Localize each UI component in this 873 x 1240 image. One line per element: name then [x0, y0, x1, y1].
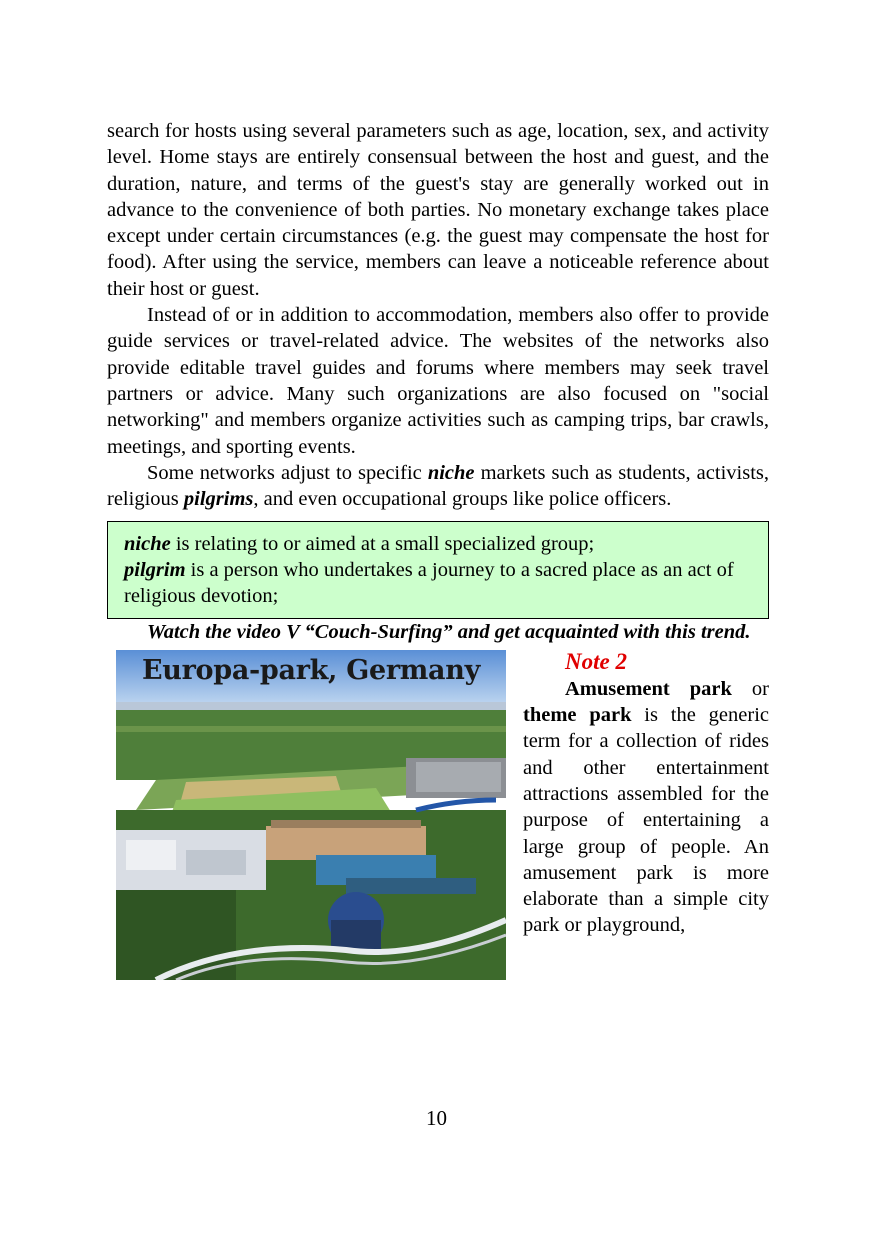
- paragraph-1: search for hosts using several parameters such as age, location, sex, and activity level. Home stays are entirely consensual between the host and guest, and the duration, nature, and terms of the guest's stay are generally worked out in advance to the convenience of both parties. No monetary exchange takes place except under certain circumstances (e.g. the guest may compensate the host for food). After using the service, members can leave a noticeable reference about their host or guest.: [107, 120, 769, 300]
- glossary-entry: [124, 531, 756, 557]
- term-amusement-park: Amusement park: [565, 677, 732, 700]
- term-theme-park: theme park: [523, 704, 632, 727]
- paragraph-3-text: markets such as students, activists, religious: [107, 461, 769, 511]
- paragraph-2: Instead of or in addition to accommodation, members also offer to provide guide services or travel-related advice. The websites of the networks also provide editable travel guides and forums where members may seek travel partners or advice. Many such organizations are also focused on "social networking" and members organize activities such as camping trips, bar crawls, meetings, and sporting events.: [107, 304, 769, 458]
- glossary-definition: is relating to or aimed at a small specialized group;: [170, 533, 595, 556]
- video-instruction: Watch the video V “Couch-Surfing” and get acquainted with this trend.: [147, 621, 751, 644]
- paragraph-3: [107, 460, 769, 513]
- paragraph-3-text: Some networks adjust to specific: [147, 461, 428, 484]
- term-pilgrims: pilgrims: [183, 488, 254, 511]
- note-text: [523, 648, 769, 939]
- paragraph-3-text: , and even occupational groups like police officers.: [253, 488, 672, 511]
- note-text-fragment: or: [731, 677, 769, 700]
- glossary-term: niche: [124, 533, 171, 556]
- note-text-fragment: is the generic term for a collection of rides and other entertainment attractions assembled for the purpose of entertaining a large group of people. An amusement park is more elaborate than a simple city park or playground,: [523, 704, 769, 937]
- page-number: 10: [426, 1106, 447, 1130]
- europa-park-photo: [116, 650, 506, 980]
- glossary-entry: [124, 557, 756, 609]
- glossary-box: [107, 521, 769, 619]
- note-section: [107, 648, 769, 988]
- note-paragraph: [523, 676, 769, 939]
- park-landscape-image: [116, 650, 506, 980]
- note-title: Note 2: [565, 648, 627, 674]
- page-body: [107, 118, 769, 988]
- term-niche: niche: [427, 461, 475, 484]
- glossary-definition: is a person who undertakes a journey to a sacred place as an act of religious devotion;: [124, 559, 734, 608]
- photo-caption: Europa-park, Germany: [142, 654, 480, 686]
- glossary-term: pilgrim: [124, 559, 186, 582]
